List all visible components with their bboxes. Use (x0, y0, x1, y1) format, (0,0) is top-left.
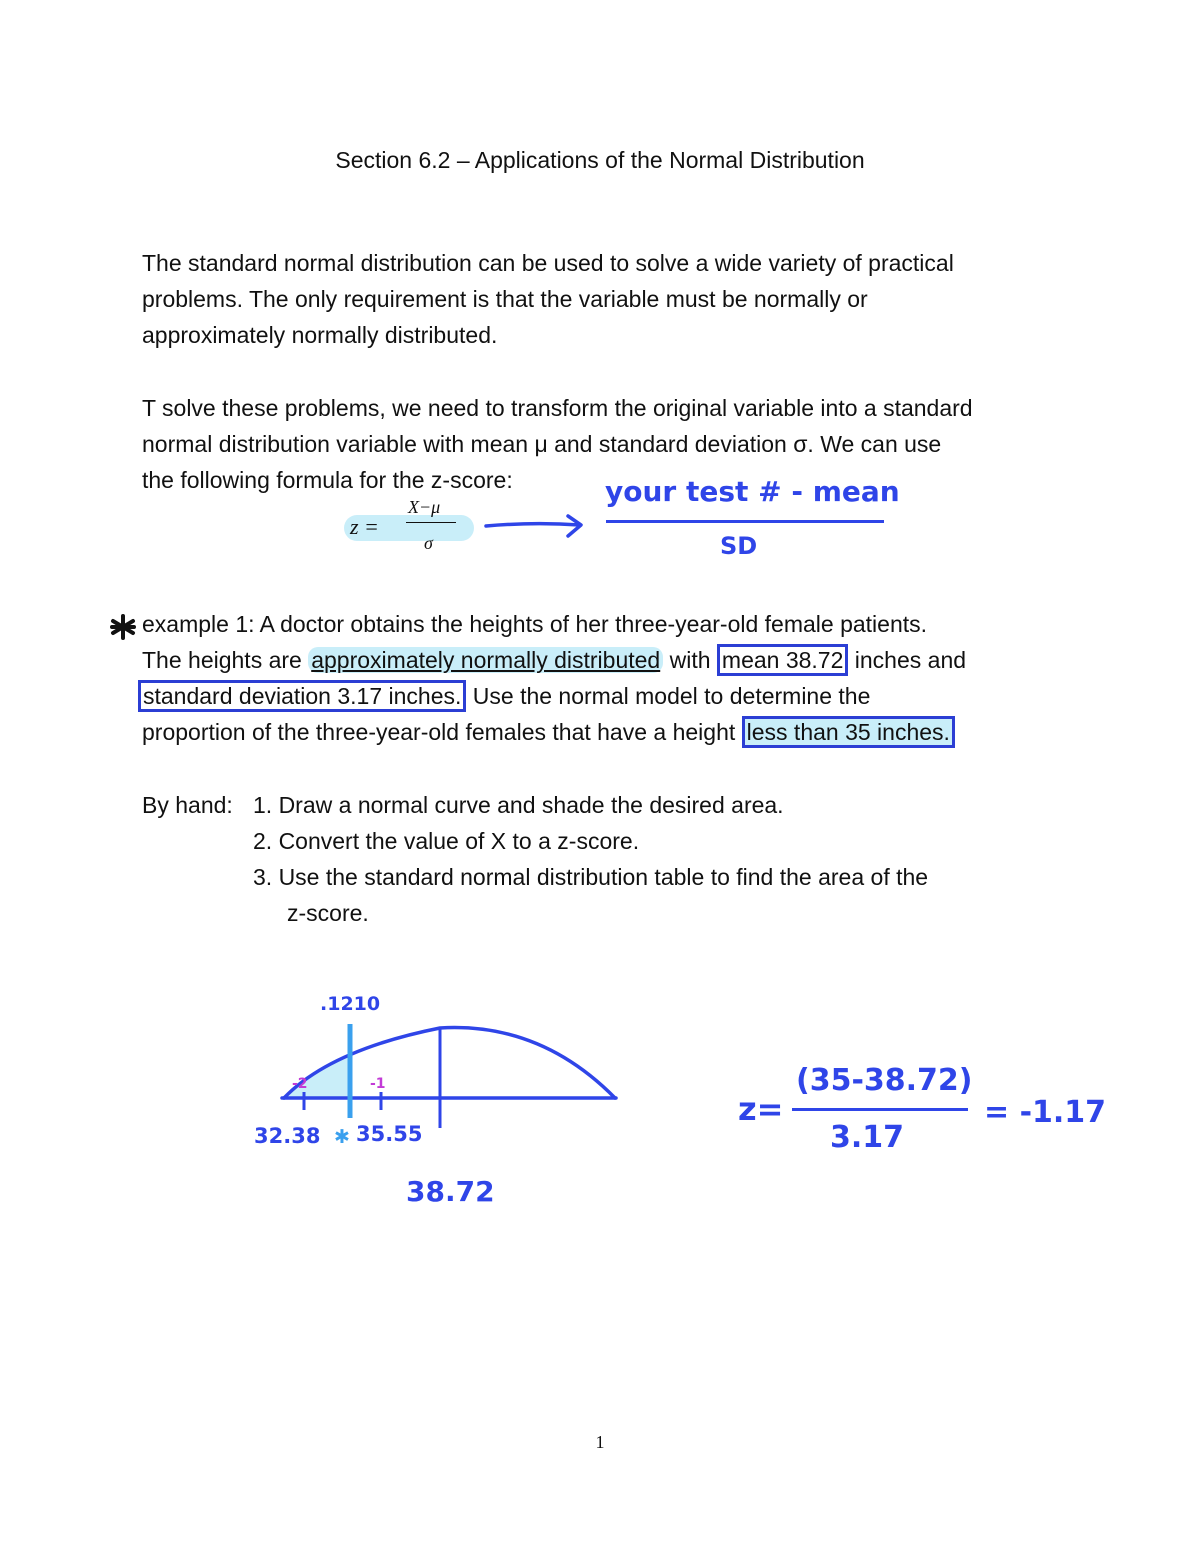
page-number: 1 (595, 1432, 605, 1452)
annotation-denominator: SD (720, 532, 758, 560)
star-marker-icon: ✱ (334, 1126, 350, 1148)
example-line-2: The heights are approximately normally distributed with mean 38.72 inches and (142, 642, 966, 678)
annotation-numerator: your test # - mean (605, 475, 900, 508)
byhand-step-3-cont: z-score. (287, 900, 369, 926)
asterisk-mark-icon (110, 614, 136, 640)
zcalc-numerator: (35-38.72) (796, 1063, 973, 1098)
box-standard-deviation: standard deviation 3.17 inches. (138, 680, 466, 712)
arrow-icon (480, 510, 590, 540)
formula-numerator: X−μ (408, 497, 441, 517)
z-minus-2-label: -2 (292, 1076, 308, 1092)
formula-fraction-bar (406, 522, 456, 523)
byhand-step-3: 3. Use the standard normal distribution table to find the area of the (253, 864, 929, 890)
example-line-3: standard deviation 3.17 inches. Use the normal model to determine the (138, 678, 870, 714)
intro-line-2: problems. The only requirement is that the variable must be normally or (142, 286, 868, 312)
mean-value-label: 38.72 (406, 1175, 495, 1208)
byhand-label: By hand: (142, 792, 233, 818)
byhand-step-1: 1. Draw a normal curve and shade the desired area. (253, 792, 784, 818)
zcalc-lhs: z= (738, 1090, 784, 1128)
annotation-fraction-bar (606, 520, 884, 523)
example-line-1: example 1: A doctor obtains the heights of her three-year-old female patients. (142, 611, 928, 637)
transform-line-2: normal distribution variable with mean μ and standard deviation σ. We can use (142, 431, 942, 457)
intro-line-3: approximately normally distributed. (142, 322, 498, 348)
formula-denominator: σ (424, 533, 433, 553)
zcalc-result: = -1.17 (984, 1095, 1107, 1130)
z-minus-1-label: -1 (370, 1076, 386, 1092)
normal-curve-sketch (260, 1010, 640, 1140)
example-line-4: proportion of the three-year-old females that have a height less than 35 inches. (142, 714, 955, 750)
mid-value-label: 35.55 (356, 1122, 423, 1146)
zcalc-fraction-bar (792, 1108, 968, 1111)
box-mean: mean 38.72 (717, 644, 848, 676)
transform-line-1: T solve these problems, we need to transform the original variable into a standard (142, 395, 973, 421)
intro-line-1: The standard normal distribution can be used to solve a wide variety of practical (142, 250, 954, 276)
zcalc-denominator: 3.17 (830, 1120, 905, 1155)
page-title: Section 6.2 – Applications of the Normal Distribution (335, 147, 865, 173)
formula-lhs: z = (350, 514, 379, 539)
area-label: .1210 (320, 993, 381, 1015)
left-value-label: 32.38 (254, 1124, 321, 1148)
transform-line-3: the following formula for the z-score: (142, 467, 513, 493)
box-less-than-35: less than 35 inches. (742, 716, 955, 748)
highlight-approx-normal: approximately normally distributed (308, 647, 663, 673)
byhand-step-2: 2. Convert the value of X to a z-score. (253, 828, 640, 854)
